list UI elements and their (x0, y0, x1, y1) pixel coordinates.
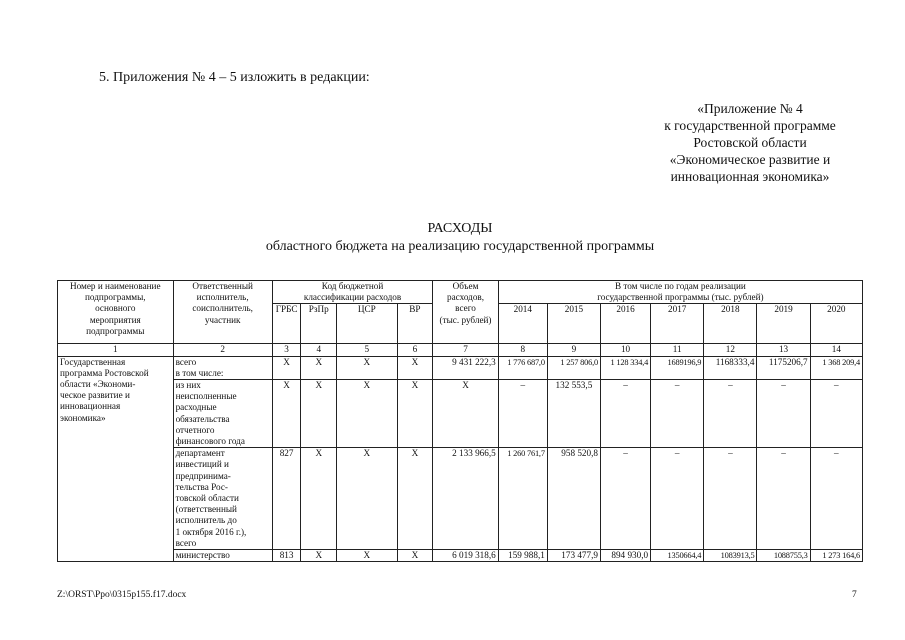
year-cell: 1 368 209,4 (810, 356, 862, 379)
header-text: подпрограммы, (85, 292, 146, 303)
table-row (58, 448, 863, 550)
appendix-header (620, 100, 880, 185)
executor-line: неисполненные (175, 391, 237, 402)
year-cell: – (704, 448, 757, 550)
header-year: 2019 (757, 304, 810, 344)
grbs-cell: 813 (272, 550, 301, 562)
header-budget-code (272, 281, 433, 304)
appendix-line: к государственной программе (664, 118, 836, 133)
header-text: (тыс. рублей) (439, 314, 492, 325)
program-name-line: программа Ростовской (60, 367, 149, 378)
year-cell: 1 776 687,0 (498, 356, 547, 379)
title-main: РАСХОДЫ (427, 221, 493, 236)
executor-line: (ответственный (175, 504, 237, 515)
vr-cell: Х (397, 448, 433, 550)
vr-cell: Х (397, 550, 433, 562)
header-vr: ВР (397, 304, 433, 344)
year-cell: – (601, 380, 651, 448)
program-name-line: Государственная (60, 356, 126, 367)
grbs-cell: Х (272, 380, 301, 448)
csr-cell: Х (337, 356, 397, 379)
executor-line: всего (175, 356, 197, 367)
column-number: 7 (433, 344, 498, 356)
header-text: Объем (452, 281, 479, 291)
header-year: 2016 (601, 304, 651, 344)
column-number: 6 (397, 344, 433, 356)
executor-cell (173, 380, 272, 448)
program-name-cell (58, 356, 174, 562)
year-cell: – (498, 380, 547, 448)
rzpr-cell: Х (301, 448, 337, 550)
column-number-row (58, 344, 863, 356)
header-text: Код бюджетной (321, 281, 384, 291)
csr-cell: Х (337, 380, 397, 448)
year-cell: – (651, 448, 704, 550)
expenses-table (57, 280, 863, 562)
column-number: 2 (173, 344, 272, 356)
year-cell: – (810, 380, 862, 448)
header-text: соисполнитель, (192, 303, 253, 314)
year-cell: 894 930,0 (601, 550, 651, 562)
header-year: 2014 (498, 304, 547, 344)
year-cell: 1689196,9 (651, 356, 704, 379)
grbs-cell: 827 (272, 448, 301, 550)
year-cell: – (601, 448, 651, 550)
column-number: 13 (757, 344, 810, 356)
header-volume (433, 281, 498, 344)
appendix-line: «Приложение № 4 (697, 101, 803, 116)
executor-line: обязательства (175, 413, 230, 424)
column-number: 14 (810, 344, 862, 356)
executor-line: расходные (175, 402, 217, 413)
column-number: 1 (58, 344, 174, 356)
year-cell: 132 553,5 (547, 380, 600, 448)
year-cell: 1083913,5 (704, 550, 757, 562)
executor-line: товской области (175, 493, 239, 504)
year-cell: – (810, 448, 862, 550)
vr-cell: Х (397, 356, 433, 379)
header-executor (173, 281, 272, 344)
program-name-line: области «Экономи- (60, 379, 136, 390)
header-text: классификации расходов (303, 292, 402, 303)
header-year: 2018 (704, 304, 757, 344)
year-cell: – (651, 380, 704, 448)
header-name (58, 281, 174, 344)
year-cell: – (704, 380, 757, 448)
header-text: мероприятия (89, 314, 141, 325)
executor-cell (173, 550, 272, 562)
year-cell: – (757, 448, 810, 550)
header-years-group (498, 281, 862, 304)
rzpr-cell: Х (301, 380, 337, 448)
header-text: подпрограммы (86, 325, 145, 336)
year-cell: 1 260 761,7 (498, 448, 547, 550)
program-name-line: инновационная (60, 401, 121, 412)
year-cell: 1 273 164,6 (810, 550, 862, 562)
executor-line: тельства Рос- (175, 481, 228, 492)
column-number: 10 (601, 344, 651, 356)
total-cell: Х (433, 380, 498, 448)
header-year: 2017 (651, 304, 704, 344)
footer-file-path: Z:\ORST\Ppo\0315p155.f17.docx (57, 590, 187, 600)
header-grbs: ГРБС (272, 304, 301, 344)
executor-line: из них (175, 380, 201, 391)
header-text: государственной программы (тыс. рублей) (597, 292, 764, 303)
year-cell: 159 988,1 (498, 550, 547, 562)
year-cell: 1175206,7 (757, 356, 810, 379)
csr-cell: Х (337, 448, 397, 550)
header-text: В том числе по годам реализации (614, 281, 746, 291)
year-cell: 1350664,4 (651, 550, 704, 562)
executor-line: в том числе: (175, 367, 224, 378)
header-year: 2015 (547, 304, 600, 344)
appendix-line: «Экономическое развитие и (669, 152, 831, 167)
executor-line: инвестиций и (175, 459, 229, 470)
total-cell: 6 019 318,6 (433, 550, 498, 562)
executor-cell (173, 448, 272, 550)
column-number: 8 (498, 344, 547, 356)
table-row (58, 550, 863, 562)
year-cell: 1168333,4 (704, 356, 757, 379)
header-text: расходов, (446, 292, 485, 303)
executor-line: отчетного (175, 424, 215, 435)
executor-line: финансового года (175, 436, 245, 447)
total-cell: 9 431 222,3 (433, 356, 498, 379)
header-year: 2020 (810, 304, 862, 344)
grbs-cell: Х (272, 356, 301, 379)
rzpr-cell: Х (301, 550, 337, 562)
year-cell: 1 257 806,0 (547, 356, 600, 379)
intro-text: 5. Приложения № 4 – 5 изложить в редакции: (99, 70, 370, 85)
total-cell: 2 133 966,5 (433, 448, 498, 550)
document-title (200, 220, 720, 256)
executor-line: департамент (175, 448, 225, 459)
header-text: основного (95, 303, 136, 314)
header-text: исполнитель, (196, 292, 249, 303)
vr-cell: Х (397, 380, 433, 448)
header-text: Ответственный (192, 281, 253, 291)
year-cell: 173 477,9 (547, 550, 600, 562)
header-text: всего (455, 303, 476, 314)
header-text: Номер и наименование (69, 281, 161, 291)
column-number: 11 (651, 344, 704, 356)
header-rzpr: РзПр (301, 304, 337, 344)
program-name-line: ческое развитие и (60, 390, 130, 401)
table-row (58, 380, 863, 448)
executor-line: всего (175, 537, 197, 548)
rzpr-cell: Х (301, 356, 337, 379)
year-cell: 1 128 334,4 (601, 356, 651, 379)
table-row (58, 356, 863, 379)
page-number: 7 (852, 590, 857, 600)
year-cell: – (757, 380, 810, 448)
header-csr: ЦСР (337, 304, 397, 344)
executor-cell (173, 356, 272, 379)
column-number: 5 (337, 344, 397, 356)
program-name-line: экономика» (60, 412, 106, 423)
column-number: 9 (547, 344, 600, 356)
executor-line: предпринима- (175, 470, 231, 481)
executor-line: исполнитель до (175, 515, 237, 526)
appendix-line: Ростовской области (693, 135, 807, 150)
year-cell: 1088755,3 (757, 550, 810, 562)
header-row (58, 281, 863, 304)
column-number: 4 (301, 344, 337, 356)
header-text: участник (204, 314, 241, 325)
appendix-line: инновационная экономика» (670, 169, 830, 184)
column-number: 3 (272, 344, 301, 356)
title-sub: областного бюджета на реализацию государственной программы (265, 239, 655, 254)
column-number: 12 (704, 344, 757, 356)
executor-line: 1 октября 2016 г.), (175, 526, 247, 537)
year-cell: 958 520,8 (547, 448, 600, 550)
csr-cell: Х (337, 550, 397, 562)
executor-line: министерство (175, 550, 230, 561)
